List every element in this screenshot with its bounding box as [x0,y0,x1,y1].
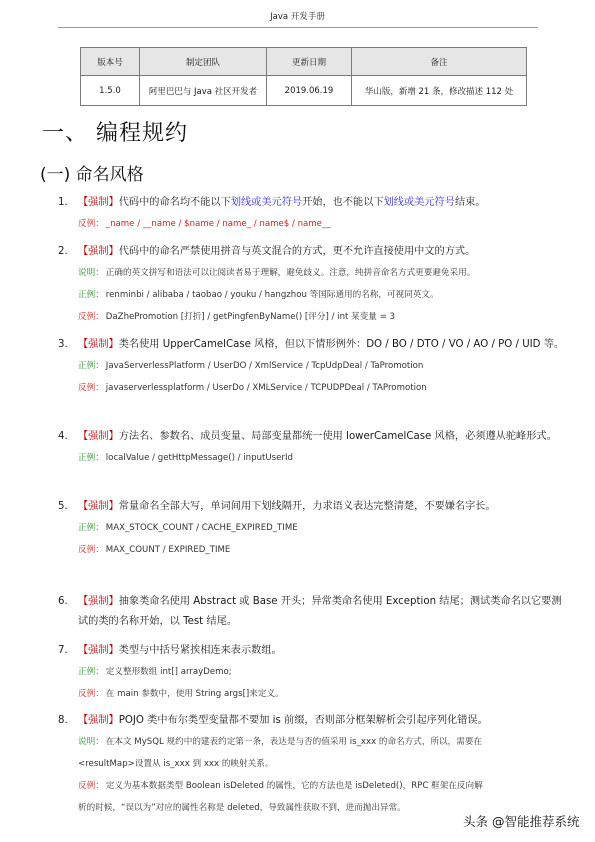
rule-item-8 [58,711,568,819]
explain-label: 说明： [78,737,104,747]
item-number: 4. [58,431,68,442]
positive-example [78,355,568,377]
explanation [78,731,568,753]
rule-item-6 [58,592,568,632]
counter-label: 反例： [78,545,104,555]
strong-tag: 【强制】 [78,715,119,726]
counter-label: 反例： [78,689,104,699]
watermark: 头条 @智能推荐系统 [463,814,580,829]
col-header-date: 更新日期 [267,48,352,76]
header-rule [58,27,538,28]
positive-label: 正例： [78,453,104,463]
counter-example [78,377,568,399]
rule-item-5 [58,497,568,561]
running-header: Java 开发手册 [270,12,325,22]
counter-text: 在 main 参数中，使用 String args[]来定义。 [105,689,284,699]
positive-text: JavaServerlessPlatform / UserDO / XmlService / TcpUdpDeal / TaPromotion [105,361,424,371]
section-title: (一) 命名风格 [40,165,144,185]
rule-text: 结束。 [454,197,486,208]
positive-text: renminbi / alibaba / taobao / youku / hangzhou 等国际通用的名称，可视同英文。 [105,290,439,300]
counter-example [78,775,568,797]
col-header-team: 制定团队 [140,48,267,76]
col-header-version: 版本号 [81,48,140,76]
counter-text: 定义为基本数据类型 Boolean isDeleted 的属性，它的方法也是 isDeleted()，RPC 框架在反向解 [105,781,483,791]
item-number: 5. [58,501,68,512]
explain-label: 说明： [78,268,104,278]
rule-text: 类型与中括号紧挨相连来表示数组。 [118,645,282,656]
counter-example [78,539,568,561]
strong-tag: 【强制】 [78,197,119,208]
counter-label: 反例： [78,383,104,393]
explain-text: 在本文 MySQL 规约中的建表约定第一条，表达是与否的值采用 is_xxx 的命名方式，所以，需要在 [105,737,483,747]
version-table-header-row [81,48,527,76]
strong-tag: 【强制】 [78,645,119,656]
rule-text: 抽象类命名使用 Abstract 或 Base 开头；异常类命名使用 Exception 结尾；测试类命名以它要测试的类的名称开始，以 Test 结尾。 [78,596,562,627]
counter-example-cont: 析的时候，“误以为”对应的属性名称是 deleted，导致属性获取不到，进而抛出异常。 [78,803,406,813]
item-number: 3. [58,339,68,350]
cell-version: 1.5.0 [81,76,140,106]
strong-tag: 【强制】 [78,339,119,350]
rule-item-2 [58,242,568,328]
rule-text: POJO 类中布尔类型变量都不要加 is 前缀，否则部分框架解析会引起序列化错误。 [118,715,488,726]
positive-text: localValue / getHttpMessage() / inputUserId [105,453,293,463]
item-number: 2. [58,246,68,257]
positive-example [78,661,568,683]
positive-label: 正例： [78,667,104,677]
rule-text: 开始，也不能以下 [302,197,384,208]
rule-item-1 [58,193,568,235]
positive-text: 定义整形数组 int[] arrayDemo; [105,667,232,677]
chapter-title: 一、 编程规约 [42,121,188,146]
highlight-term: 划线或美元符号 [230,197,303,208]
counter-example [78,683,568,705]
rule-item-4 [58,427,568,469]
rule-text: 常量命名全部大写，单词间用下划线隔开，力求语义表达完整清楚，不要嫌名字长。 [118,501,496,512]
positive-label: 正例： [78,523,104,533]
cell-team: 阿里巴巴与 Java 社区开发者 [140,76,267,106]
counter-text: _name / __name / $name / name_ / name$ / name__ [105,219,331,229]
item-number: 7. [58,645,68,656]
rule-text: 方法名、参数名、成员变量、局部变量都统一使用 lowerCamelCase 风格，必须遵从驼峰形式。 [118,431,557,442]
cell-date: 2019.06.19 [267,76,352,106]
explanation-cont: <resultMap>设置从 is_xxx 到 xxx 的映射关系。 [78,759,274,769]
positive-example [78,517,568,539]
strong-tag: 【强制】 [78,431,119,442]
version-table-row [81,76,527,106]
positive-label: 正例： [78,361,104,371]
col-header-remark: 备注 [352,48,527,76]
item-number: 1. [58,197,68,208]
highlight-term: 划线或美元符号 [383,197,455,208]
positive-example [78,284,568,306]
rule-text: 代码中的命名均不能以下 [118,197,231,208]
counter-example [78,213,568,235]
item-number: 8. [58,715,68,726]
strong-tag: 【强制】 [78,501,119,512]
counter-text: DaZhePromotion [打折] / getPingfenByName() [评分] / int 某变量 = 3 [105,312,396,322]
rule-item-3 [58,335,568,399]
counter-label: 反例： [78,312,104,322]
counter-text: javaserverlessplatform / UserDo / XMLService / TCPUDPDeal / TAPromotion [105,383,427,393]
version-table [80,47,527,106]
cell-remark: 华山版，新增 21 条，修改描述 112 处 [352,76,527,106]
strong-tag: 【强制】 [78,246,119,257]
counter-label: 反例： [78,219,104,229]
counter-example [78,306,568,328]
rule-text: 代码中的命名严禁使用拼音与英文混合的方式，更不允许直接使用中文的方式。 [118,246,476,257]
rule-text: 类名使用 UpperCamelCase 风格，但以下情形例外：DO / BO / DTO / VO / AO / PO / UID 等。 [118,339,565,350]
strong-tag: 【强制】 [78,596,119,607]
explanation [78,262,568,284]
positive-example [78,447,568,469]
positive-label: 正例： [78,290,104,300]
positive-text: MAX_STOCK_COUNT / CACHE_EXPIRED_TIME [105,523,298,533]
item-number: 6. [58,596,68,607]
rule-item-7 [58,641,568,705]
explain-text: 正确的英文拼写和语法可以让阅读者易于理解，避免歧义。注意，纯拼音命名方式更要避免采用。 [105,268,476,278]
counter-label: 反例： [78,781,104,791]
counter-text: MAX_COUNT / EXPIRED_TIME [105,545,231,555]
